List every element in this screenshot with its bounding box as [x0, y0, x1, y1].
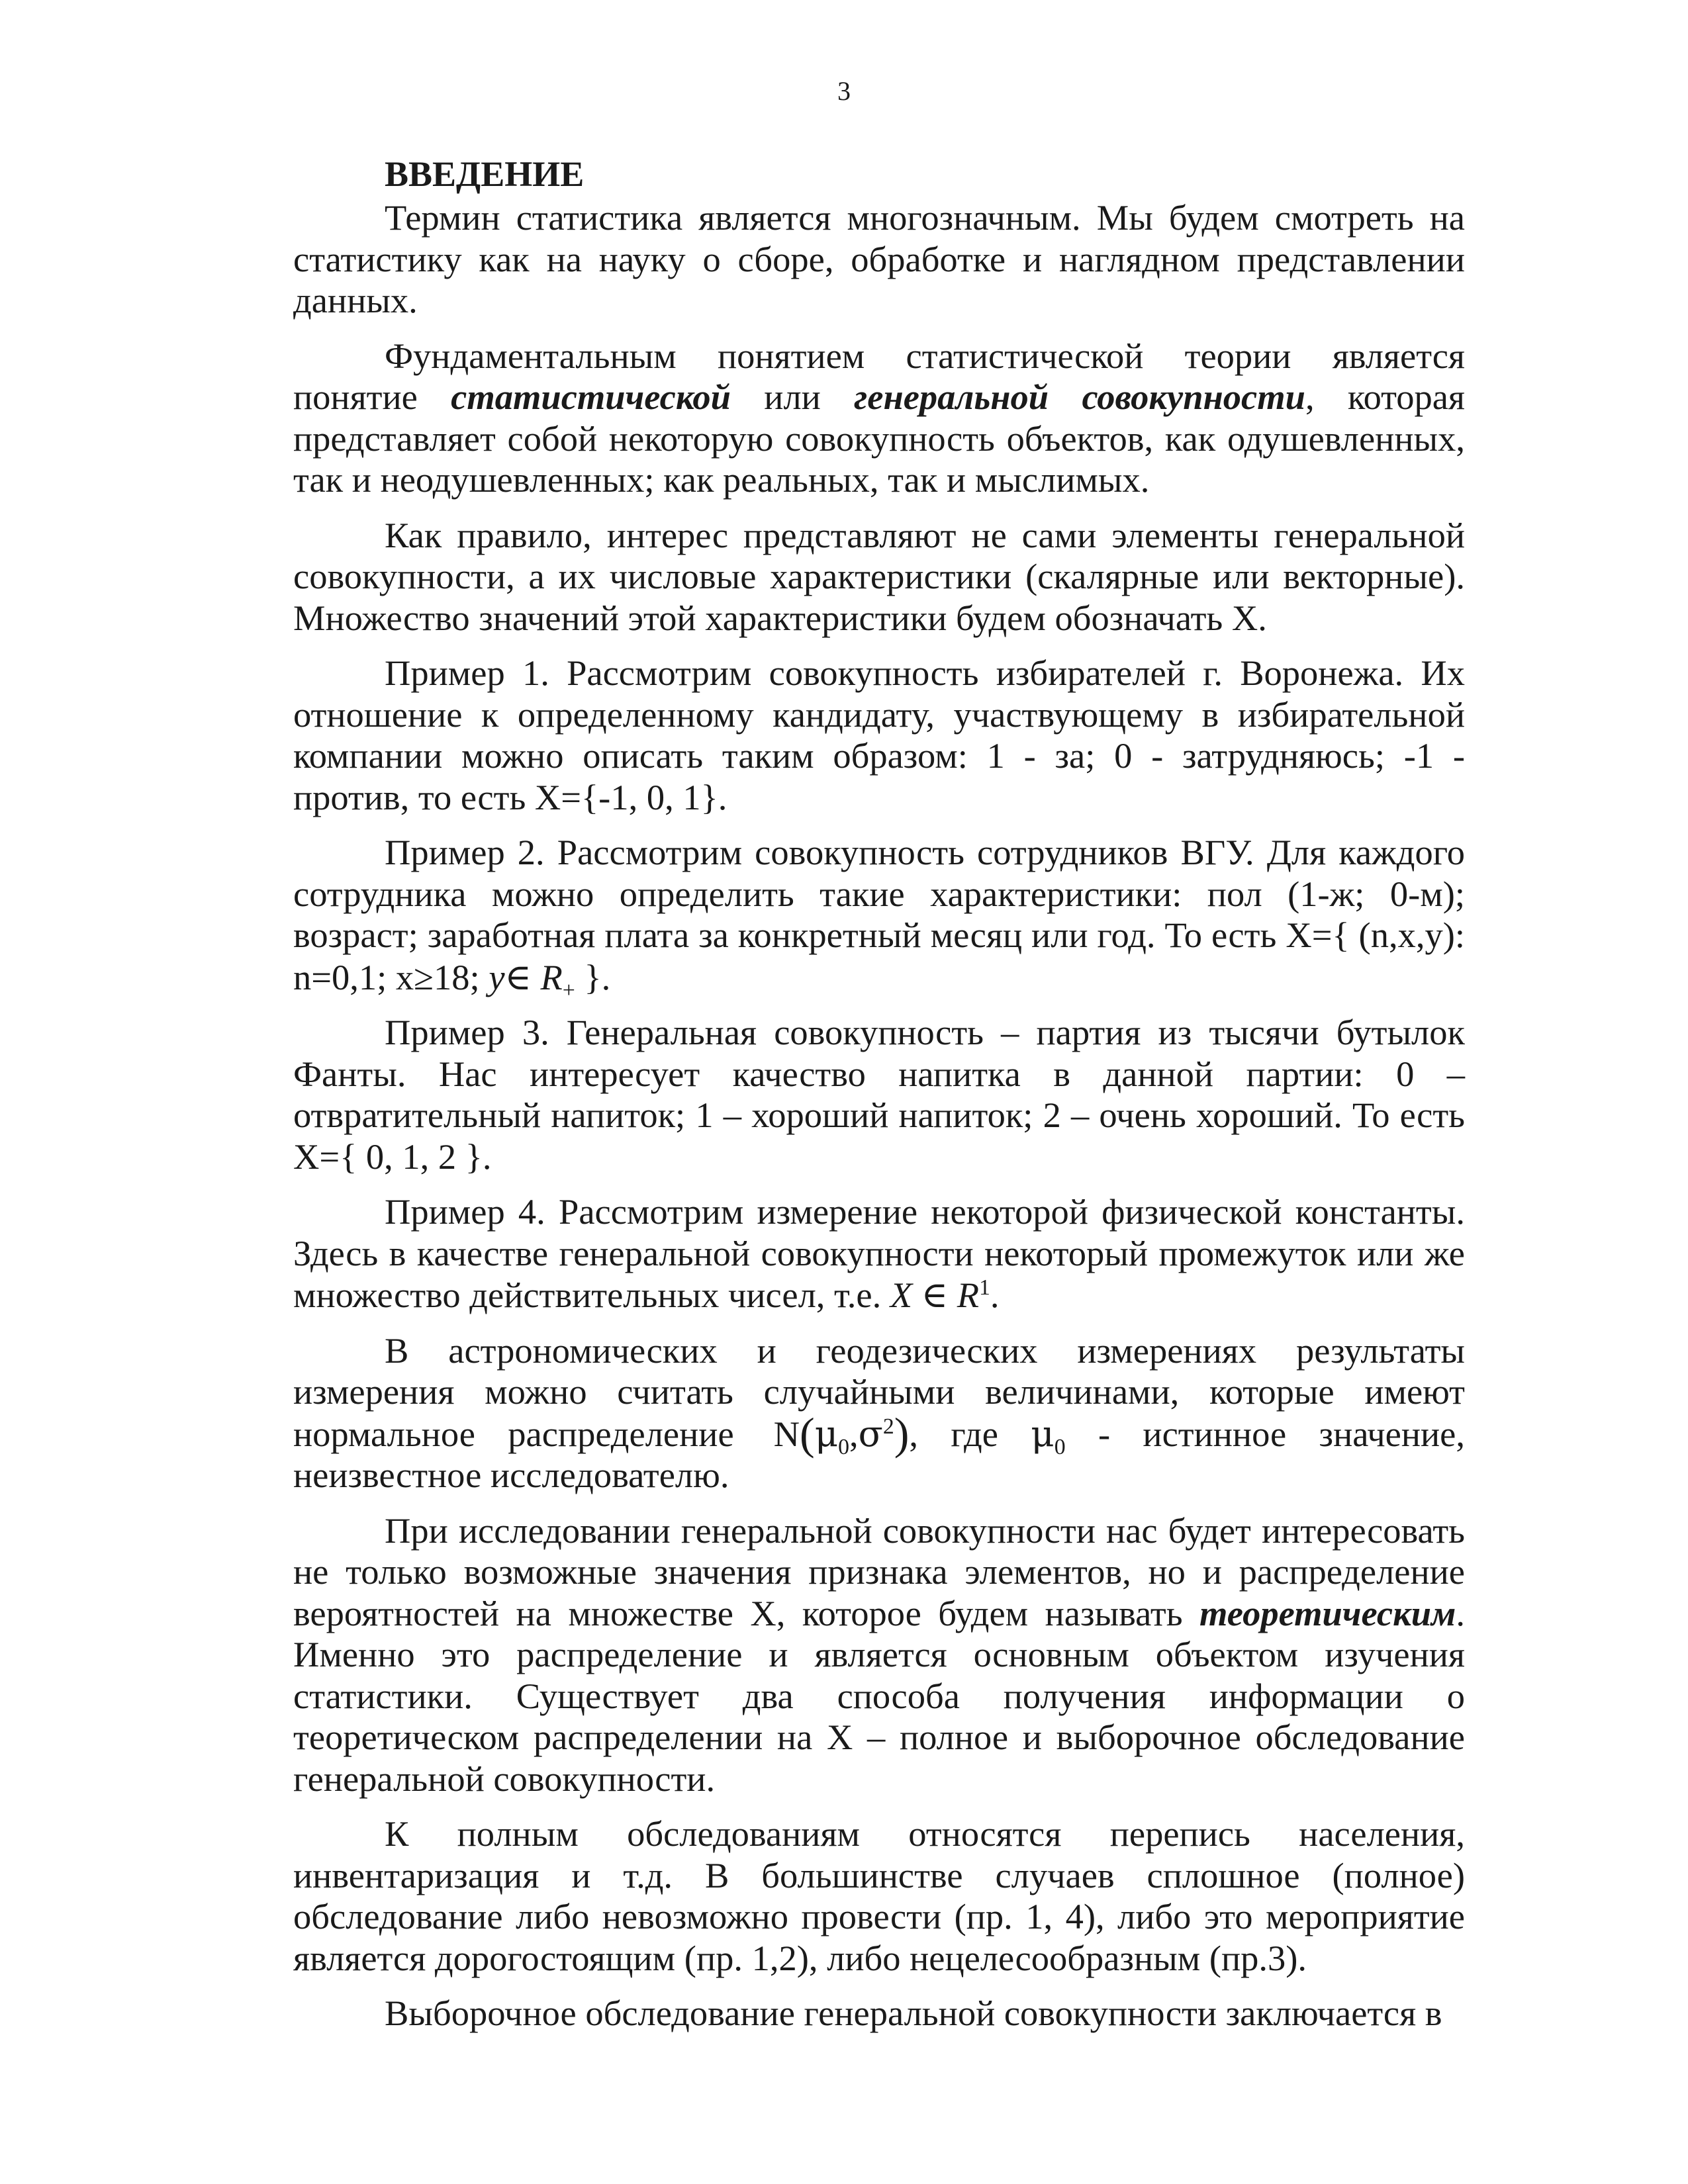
- paragraph-example-3: Пример 3. Генеральная совокупность – партия из тысячи бутылок Фанты. Нас интересует качество напитка в данной партии: 0 – отвратительный напиток; 1 – хороший напиток; 2 – очень хороший. То есть X={ 0, 1, 2 }.: [293, 1012, 1465, 1177]
- math-plus-subscript: +: [562, 978, 575, 1003]
- math-superscript-1: 1: [979, 1275, 990, 1300]
- math-comma: ,: [849, 1413, 859, 1454]
- paragraph-theoretical: [293, 1510, 1465, 1800]
- math-X: X: [890, 1275, 913, 1315]
- paragraph-1: Термин статистика является многозначным. Мы будем смотреть на статистику как на науку о сборе, обработке и наглядном представлении данных.: [293, 197, 1465, 320]
- section-heading: ВВЕДЕНИЕ: [385, 154, 585, 194]
- math-element-of: ∈: [921, 1273, 949, 1316]
- paragraph-example-2: [293, 832, 1465, 1003]
- page-number: 3: [837, 76, 851, 106]
- paragraph-2-text-b: или: [730, 377, 855, 417]
- example-2-text: Пример 2. Рассмотрим совокупность сотрудников ВГУ. Для каждого сотрудника можно определить такие характеристики: пол (1-ж; 0-м); возраст; заработная плата за конкретный месяц или год. То есть X={ (n,x,y): n=0,1; x≥18;: [293, 832, 1465, 997]
- normal-text-a: В астрономических и геодезических измерениях результаты измерения можно считать случайными величинами, которые имеют нормальное распределение: [293, 1330, 1465, 1454]
- math-mu: μ: [814, 1412, 839, 1455]
- theoretical-text-b: . Именно это распределение и является основным объектом изучения статистики. Существует два способа получения информации о теоретическом распределении на X – полное и выборочное обследование генеральной совокупности.: [293, 1592, 1465, 1799]
- theoretical-text-a: При исследовании генеральной совокупности нас будет интересовать не только возможные значения признака элементов, но и распределение вероятностей на множестве X, которое будем называть: [293, 1510, 1465, 1633]
- page-body: [293, 154, 1465, 2048]
- normal-text-b: , где: [909, 1413, 998, 1454]
- math-subscript-0: 0: [838, 1434, 849, 1459]
- paragraph-full-survey: К полным обследованиям относятся перепись населения, инвентаризация и т.д. В большинстве случаев сплошное (полное) обследование либо невозможно провести (пр. 1, 4), либо это мероприятие является дорогостоящим (пр. 1,2), либо нецелесообразным (пр.3).: [293, 1813, 1465, 1978]
- term-statistical: статистической: [451, 377, 731, 417]
- normal-text-c: - истинное значение, неизвестное исследователю.: [293, 1413, 1465, 1495]
- math-element-of: ∈: [504, 955, 532, 998]
- math-subscript-0: 0: [1054, 1434, 1066, 1459]
- example-4-end: .: [990, 1275, 1000, 1315]
- math-sigma: σ: [858, 1412, 883, 1455]
- term-theoretical: теоретическим: [1199, 1592, 1456, 1633]
- paragraph-sample-survey: Выборочное обследование генеральной совокупности заключается в: [385, 1993, 1442, 2033]
- math-R: R: [957, 1275, 980, 1315]
- term-general-population: генеральной совокупности: [854, 377, 1305, 417]
- math-lparen: (: [800, 1408, 815, 1459]
- formula-normal: [773, 1408, 910, 1459]
- paragraph-normal-distribution: [293, 1330, 1465, 1496]
- math-mu: μ: [1031, 1412, 1055, 1455]
- math-y: y: [489, 956, 505, 997]
- paragraph-2-text-a: Фундаментальным понятием статистической теории является понятие: [293, 335, 1465, 417]
- math-R: R: [540, 956, 563, 997]
- paragraph-2-text-c: , которая представляет собой некоторую совокупность объектов, как одушевленных, так и неодушевленных; как реальных, так и мыслимых.: [293, 377, 1465, 500]
- paragraph-example-4: [293, 1191, 1465, 1316]
- math-superscript-2: 2: [882, 1414, 894, 1439]
- math-rparen: ): [894, 1408, 910, 1459]
- example-2-end: }.: [575, 956, 611, 997]
- math-N: N: [773, 1413, 800, 1454]
- example-4-text: Пример 4. Рассмотрим измерение некоторой физической константы. Здесь в качестве генеральной совокупности некоторый промежуток или же множество действительных чисел, т.е.: [293, 1191, 1465, 1315]
- paragraph-3: Как правило, интерес представляют не сами элементы генеральной совокупности, а их числовые характеристики (скалярные или векторные). Множество значений этой характеристики будем обозначать X.: [293, 514, 1465, 638]
- paragraph-example-1: Пример 1. Рассмотрим совокупность избирателей г. Воронежа. Их отношение к определенному кандидату, участвующему в избирательной компании можно описать таким образом: 1 - за; 0 - затрудняюсь; -1 - против, то есть X={-1, 0, 1}.: [293, 653, 1465, 817]
- paragraph-2: [293, 336, 1465, 501]
